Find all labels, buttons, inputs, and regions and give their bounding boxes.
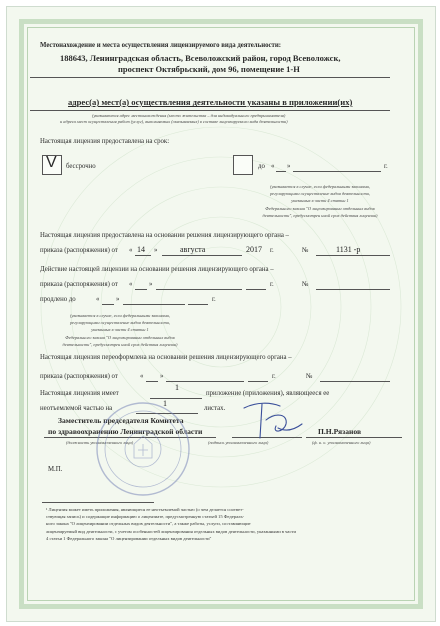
until-month-line <box>293 171 381 172</box>
check-mark: V <box>46 154 57 171</box>
signatory-position-line-1: Заместитель председателя Комитета <box>58 416 184 425</box>
prolonged-month-line <box>123 304 185 305</box>
extension-order-label: приказа (распоряжения) от <box>40 281 118 288</box>
extension-quote-open: « <box>129 281 133 288</box>
address-caption-1: (указываются адрес местонахождения (место жительства – для индивидуального предпринимателя) <box>92 113 286 118</box>
extension-year-line <box>246 289 266 290</box>
prolonged-quote-open: « <box>96 296 100 303</box>
reissue-order-label: приказа (распоряжения) от <box>40 373 118 380</box>
official-seal-icon <box>94 400 192 498</box>
prolonged-year-line <box>188 304 208 305</box>
attachments-sheets: 1 <box>163 399 167 408</box>
handwritten-signature-icon <box>236 398 306 446</box>
basis-quote-close: » <box>154 247 158 254</box>
reissue-number-line <box>320 381 390 382</box>
footnote: ¹ Лицензия может иметь приложения, являющиеся ее неотъемлемой частью (о чем делается соответ- ствующая запись) и содержащие информацию о лицензиате, предусмотренную статьей 15 Федераль- ного закона "О лицензировании отдельных видов деятельности", а также работы, услуги, составляющие лицензируемый вид деятельности, с учетом особенностей лицензирования отдельных видов деятельности, указанными в части 4 статьи 1 Федерального закона "О лицензировании отдельных видов деятельности" <box>46 507 296 541</box>
extension-month-line <box>156 289 242 290</box>
until-day-line <box>276 171 286 172</box>
prolonged-quote-close: » <box>116 296 120 303</box>
extension-day-line <box>135 289 147 290</box>
basis-number: 1131 -р <box>336 245 361 254</box>
basis-day: 14 <box>137 245 145 254</box>
location-title: Местонахождение и места осуществления лицензируемого вида деятельности: <box>40 42 282 49</box>
extension-number-label: № <box>302 281 309 288</box>
attachments-text: приложение (приложения), являющееся ее <box>206 390 330 397</box>
prolonged-label: продлено до <box>40 296 76 303</box>
reissue-year-suffix: г. <box>272 373 276 380</box>
reissue-number-label: № <box>306 373 313 380</box>
reissue-quote-open: « <box>140 373 144 380</box>
basis-label: Настоящая лицензия предоставлена на основании решения лицензирующего органа – <box>40 232 289 239</box>
basis-number-label: № <box>302 247 309 254</box>
extension-quote-close: » <box>149 281 153 288</box>
unlimited-checkbox[interactable] <box>42 155 62 175</box>
name-underline <box>306 437 402 438</box>
term-note: (указывается в случае, если федеральными законами, регулирующими осуществление видов деятельности, указанных в части 4 статьи 1 Федерального закона "О лицензировании отдельных видов деятельности", предусмотрен иной срок действия лицензии) <box>262 184 378 218</box>
basis-order-label: приказа (распоряжения) от <box>40 247 118 254</box>
footnote-separator <box>42 502 154 503</box>
prolonged-year-suffix: г. <box>212 296 216 303</box>
extension-label: Действие настоящей лицензии на основании решения лицензирующего органа – <box>40 266 274 273</box>
extension-number-line <box>316 289 390 290</box>
places-note: адрес(а) мест(а) осуществления деятельности указаны в приложении(их) <box>68 97 353 107</box>
until-year-suffix: г. <box>384 163 388 170</box>
caption-position: (должность уполномоченного лица) <box>66 440 134 445</box>
reissue-day-line <box>146 381 158 382</box>
reissue-label: Настоящая лицензия переоформлена на основании решения лицензирующего органа – <box>40 354 292 361</box>
basis-day-line <box>135 255 151 256</box>
reissue-year-line <box>248 381 268 382</box>
extension-year-suffix: г. <box>270 281 274 288</box>
basis-year-suffix: г. <box>270 247 274 254</box>
attachments-count-line <box>150 398 202 399</box>
until-prefix: до <box>258 163 265 170</box>
attachments-part-label: неотъемлемой частью на <box>40 405 113 412</box>
extension-note: (указывается в случае, если федеральными законами, регулирующими осуществление видов деятельности, указанных в части 4 статьи 1 Федерального закона "О лицензировании отдельных видов деятельности", предусмотрен иной срок действия лицензии) <box>62 313 178 347</box>
term-label: Настоящая лицензия предоставлена на срок: <box>40 138 170 145</box>
address-underline <box>30 77 390 78</box>
caption-signature: (подпись уполномоченного лица) <box>208 440 269 445</box>
term-date-checkbox[interactable] <box>233 155 253 175</box>
signatory-name: П.Н.Рязанов <box>318 427 362 436</box>
address-line-2: проспект Октябрьский, дом 96, помещение 1-Н <box>118 64 300 74</box>
basis-month: августа <box>180 245 206 254</box>
caption-name: (ф. и. о. уполномоченного лица) <box>312 440 371 445</box>
signatory-position-line-2: по здравоохранению Ленинградской области <box>48 427 203 436</box>
seal-place-label: М.П. <box>48 466 63 473</box>
basis-quote-open: « <box>129 247 133 254</box>
until-quote-open: « <box>271 163 275 170</box>
reissue-month-line <box>166 381 244 382</box>
basis-month-line <box>162 255 242 256</box>
address-line-1: 188643, Ленинградская область, Всеволожский район, город Всеволожск, <box>60 53 341 63</box>
unlimited-label: бессрочно <box>66 163 96 170</box>
prolonged-day-line <box>102 304 114 305</box>
address-caption-2: и адреса мест осуществления работ (услуг), выполняемых (оказываемых) в составе лицензируемого вида деятельности) <box>60 119 288 124</box>
attachments-count: 1 <box>175 383 179 392</box>
until-quote-close: » <box>287 163 291 170</box>
attachments-has-label: Настоящая лицензия имеет <box>40 390 119 397</box>
attachments-sheets-label: листах. <box>204 405 226 412</box>
reissue-quote-close: » <box>160 373 164 380</box>
basis-number-line <box>316 255 390 256</box>
places-underline <box>30 110 390 111</box>
basis-year: 2017 <box>246 245 262 254</box>
